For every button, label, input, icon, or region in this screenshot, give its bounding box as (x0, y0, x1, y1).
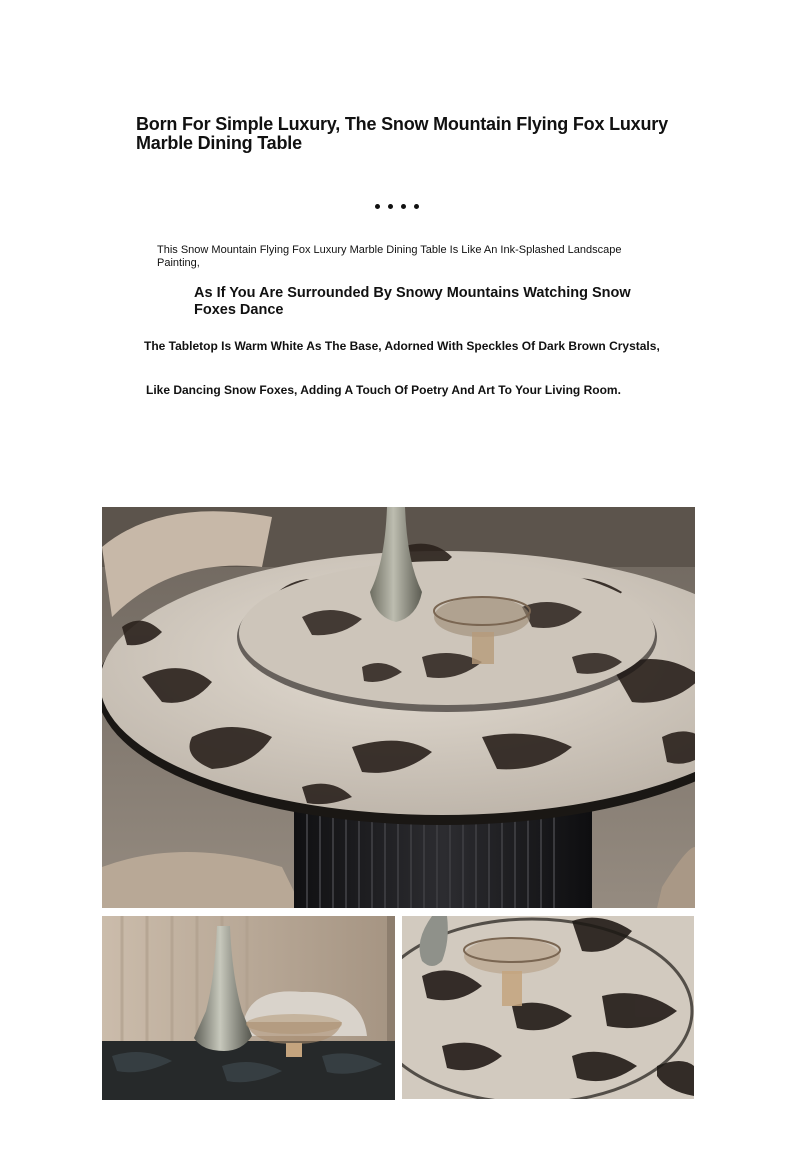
detail-photo-vase (102, 916, 395, 1100)
divider-dot (375, 204, 380, 209)
detail-photo-marble (402, 916, 694, 1099)
intro-line-2: As If You Are Surrounded By Snowy Mountains Watching Snow Foxes Dance (194, 285, 631, 318)
divider-dot (401, 204, 406, 209)
intro-line-3: The Tabletop Is Warm White As The Base, Adorned With Speckles Of Dark Brown Crystals, (144, 339, 660, 353)
page-title: Born For Simple Luxury, The Snow Mountain Flying Fox Luxury Marble Dining Table (136, 114, 668, 153)
divider-dot (414, 204, 419, 209)
intro-line-4: Like Dancing Snow Foxes, Adding A Touch Of Poetry And Art To Your Living Room. (146, 383, 621, 397)
intro-line-1: This Snow Mountain Flying Fox Luxury Marble Dining Table Is Like An Ink-Splashed Landscape Painting, (157, 244, 622, 269)
divider-dot (388, 204, 393, 209)
section-divider-dots (375, 204, 419, 209)
main-product-photo (102, 507, 695, 908)
